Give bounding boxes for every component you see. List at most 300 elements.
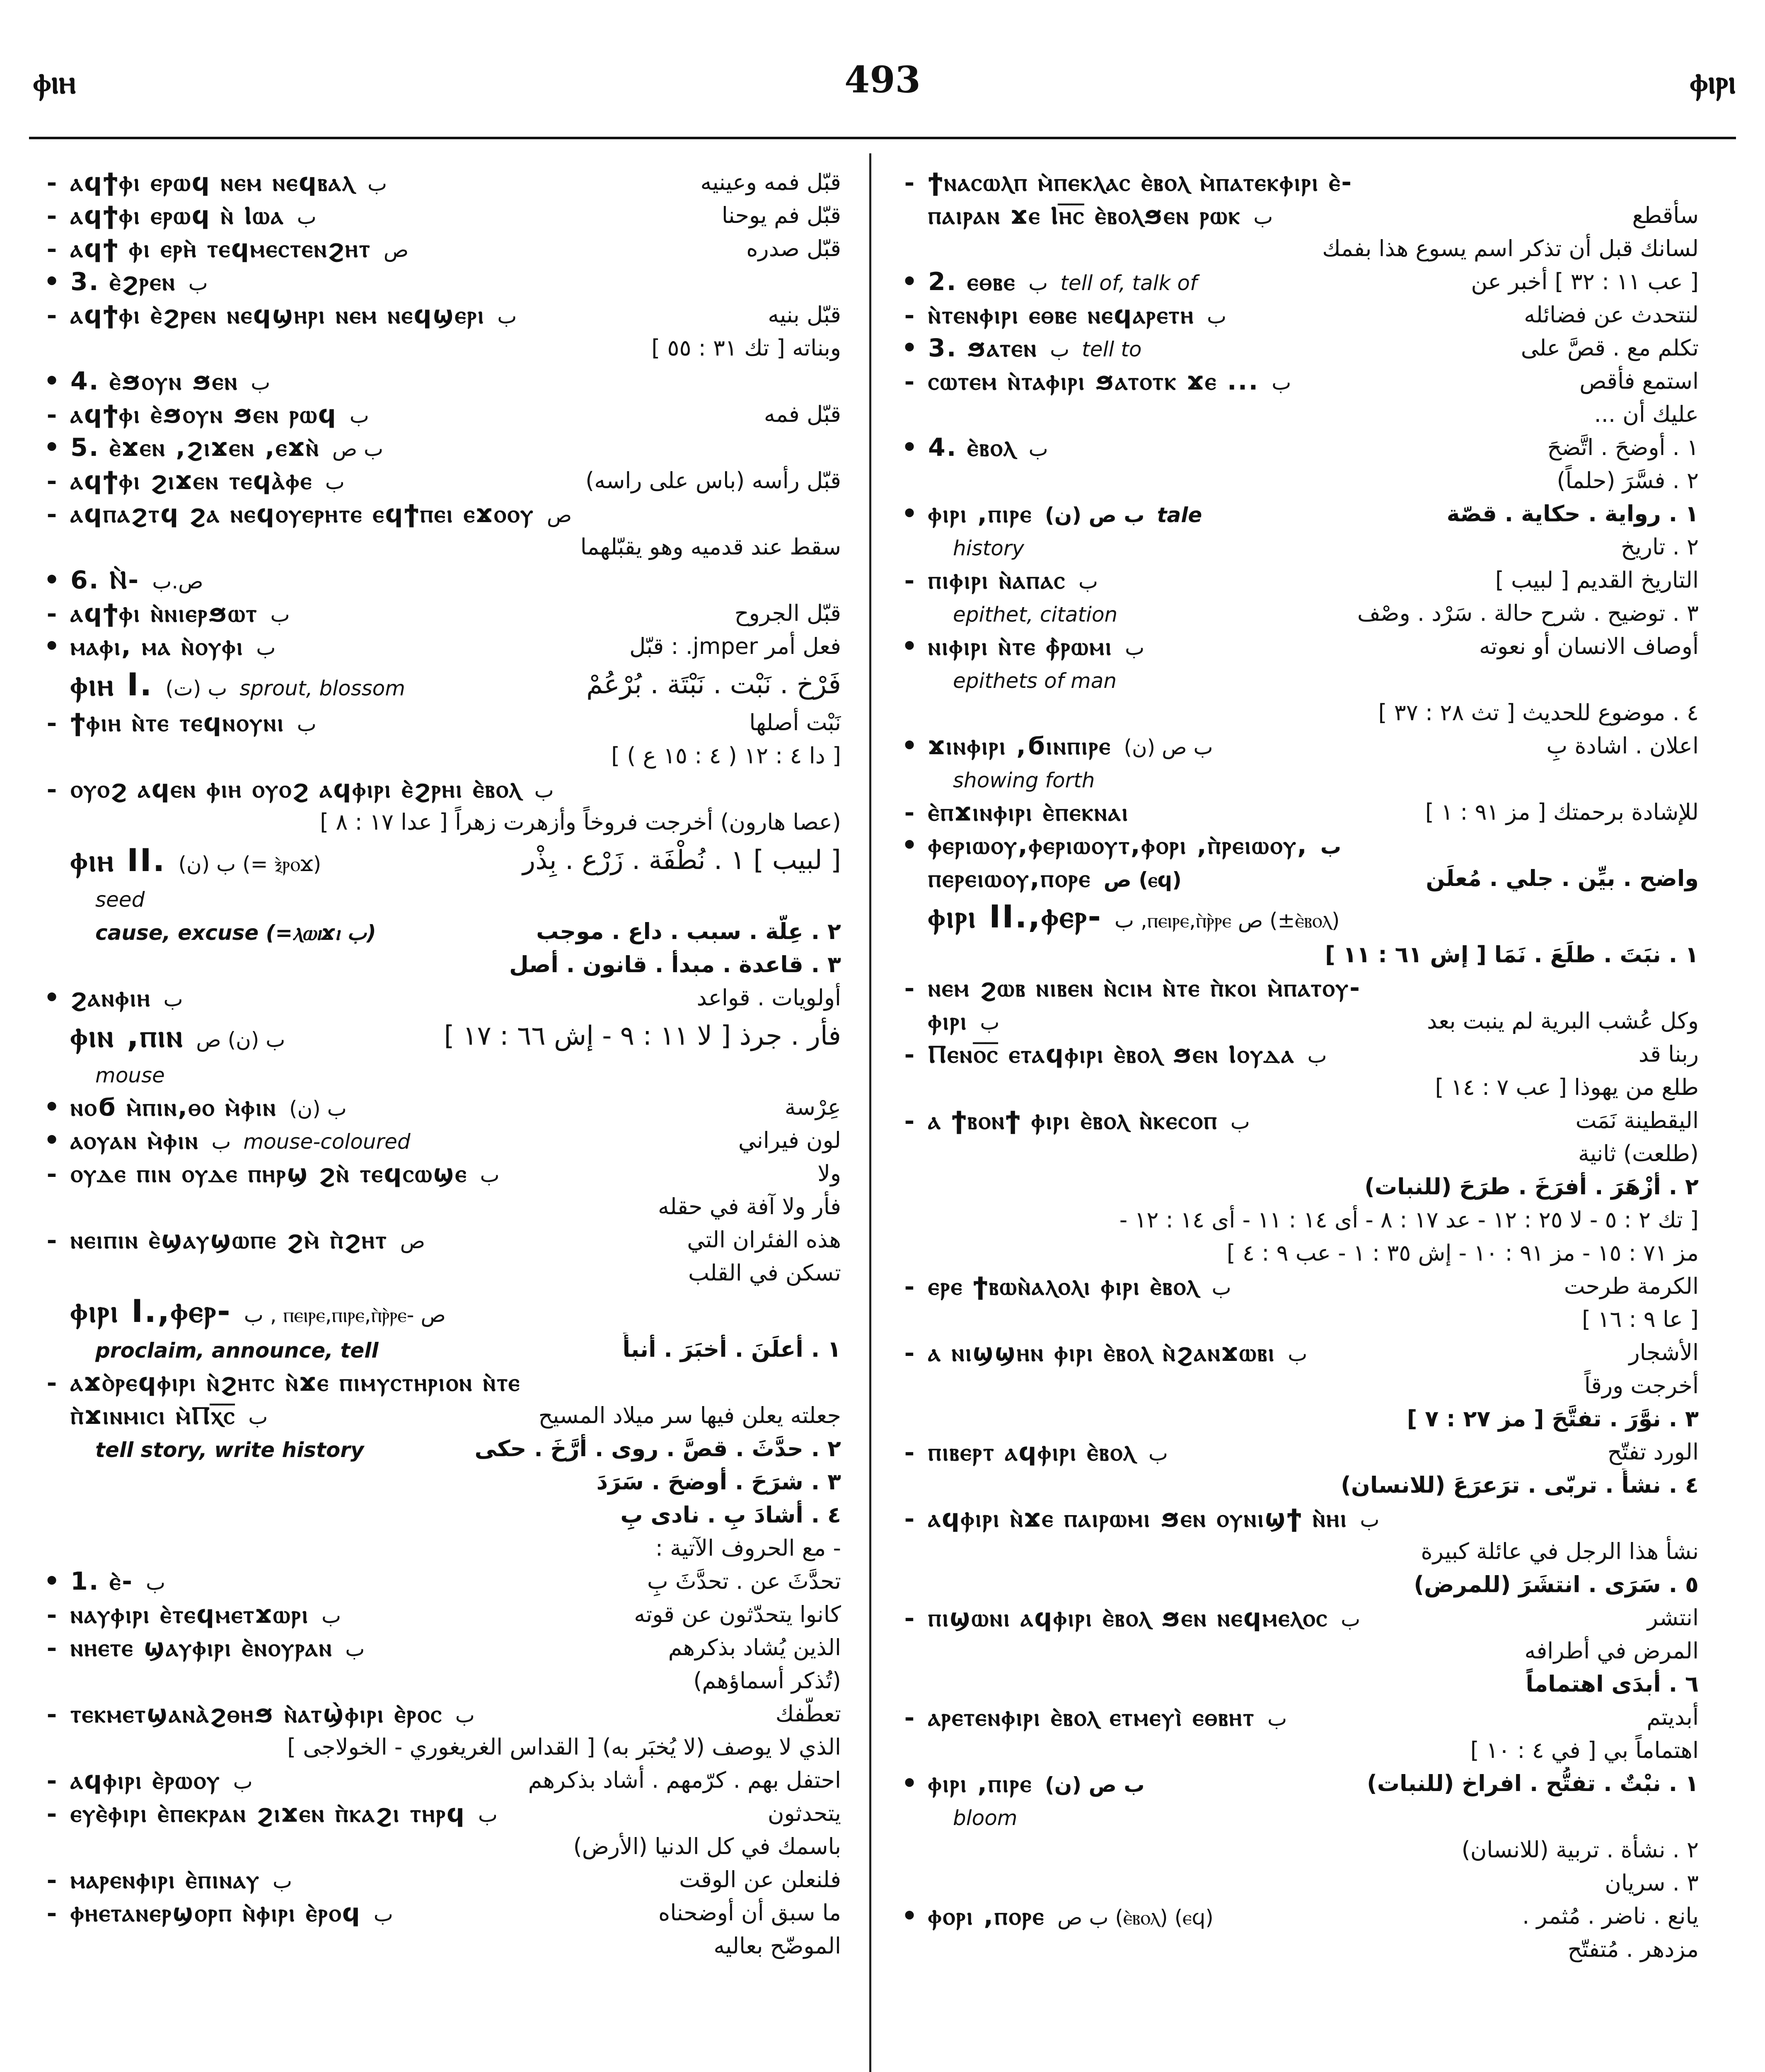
dialect-tag: ب (ن) bbox=[289, 1097, 347, 1121]
entry-line bbox=[33, 630, 841, 663]
arabic-gloss: تحدَّثَ عن . تحدَّثَ بِ bbox=[647, 1568, 841, 1594]
arabic-gloss: ١ . نبَتَ . طلَعَ . نَمَا [ إش ٦١ : ١١ ] bbox=[1325, 942, 1699, 968]
arabic-gloss: ٣ . توضيح . شرح حالة . سَرْد . وصْف bbox=[1357, 600, 1699, 626]
dialect-tag: ب ص bbox=[332, 437, 384, 461]
entry-marker: - bbox=[46, 1600, 57, 1629]
coptic-text: ⲡⲓⲫⲓⲣⲓ ⲛ̀ⲁⲡⲁⲥ bbox=[928, 566, 1066, 595]
entry-marker: - bbox=[46, 1865, 57, 1894]
entry-line bbox=[891, 365, 1699, 398]
coptic-text: Ⲡⲉⲛⲟ̅ⲥ̅ ⲉⲧⲁϥⲫⲓⲣⲓ ⲉ̀ⲃⲟⲗ ϧⲉⲛ Ⲓⲟⲩⲇⲁ bbox=[928, 1040, 1295, 1069]
arabic-gloss: ٢ . تاريخ bbox=[1621, 534, 1699, 560]
entry-marker: • bbox=[901, 267, 918, 296]
arabic-gloss: (طلعت) ثانية bbox=[1578, 1140, 1699, 1167]
dialect-tag: ب bbox=[297, 205, 317, 229]
dialect-tag: ص bbox=[400, 1229, 426, 1253]
entry-line bbox=[33, 1598, 841, 1631]
coptic-text: ⲛⲟϭ ⲙ̀ⲡⲓⲛ,ⲑⲟ ⲙ̀ⲫⲓⲛ bbox=[70, 1093, 277, 1122]
arabic-gloss: نَبْت أصلها bbox=[749, 709, 841, 736]
entry-line bbox=[891, 1336, 1699, 1369]
arabic-gloss: اليقطينة نَمَت bbox=[1575, 1107, 1699, 1133]
entry-line bbox=[33, 1157, 841, 1190]
coptic-text: 1. ⲉ̀- bbox=[70, 1567, 133, 1596]
dialect-tag: ب bbox=[1050, 337, 1070, 361]
entry-marker: - bbox=[46, 599, 57, 628]
entry-line bbox=[891, 762, 1699, 796]
arabic-gloss: [ تك ٢ : ٥ - لا ٢٥ : ١٢ - عد ١٧ : ٨ - أى ١٤ : ١١ - أى ١٤ : ١٢ - bbox=[1119, 1207, 1699, 1233]
entry-marker: - bbox=[904, 1603, 915, 1632]
coptic-text: 3. ⲉ̀ϩⲣⲉⲛ bbox=[70, 267, 176, 296]
english-gloss: mouse bbox=[95, 1063, 165, 1087]
arabic-gloss: للإشادة برحمتك [ مز ٩١ : ١ ] bbox=[1425, 799, 1699, 825]
column-divider bbox=[869, 153, 871, 2072]
coptic-text: ⲫⲓⲣⲓ ,ⲡⲓⲣⲉ bbox=[928, 1769, 1032, 1798]
dialect-tag: ب bbox=[256, 636, 276, 660]
arabic-gloss: الذي لا يوصف (لا يُخبَر به) [ القداس الغريغوري - الخولاجى ] bbox=[287, 1734, 841, 1760]
english-gloss: epithets of man bbox=[953, 669, 1117, 693]
english-gloss: bloom bbox=[953, 1806, 1018, 1830]
arabic-gloss: قبّل فمه وعينيه bbox=[700, 169, 841, 195]
running-head-right: ⲫⲓⲣⲓ bbox=[1690, 62, 1736, 101]
entry-line bbox=[891, 530, 1699, 564]
arabic-gloss: ٢ . عِلَّة . سبب . داع . موجب bbox=[536, 918, 841, 944]
arabic-gloss: قبّل فم يوحنا bbox=[721, 202, 841, 228]
arabic-gloss: جعلته يعلن فيها سر ميلاد المسيح bbox=[538, 1402, 841, 1428]
coptic-text: ⲁϥϯⲫⲓ ⲉⲣⲱϥ ⲛⲉⲙ ⲛⲉϥⲃⲁⲗ bbox=[70, 168, 355, 197]
dialect-tag: ب bbox=[163, 987, 183, 1011]
coptic-text: ⲁⲟⲩⲁⲛ ⲙ̀ⲫⲓⲛ bbox=[70, 1126, 199, 1155]
entry-line bbox=[33, 915, 841, 948]
coptic-text: ⲉⲩⲉ̀ⲫⲓⲣⲓ ⲉ̀ⲡⲉⲕⲣⲁⲛ ϩⲓϫⲉⲛ ⲡ̀ⲕⲁϩⲓ ⲧⲏⲣϥ bbox=[70, 1799, 466, 1828]
dialect-tag: ب (ن) (= ⲝ̀ⲣⲟϫ) bbox=[178, 852, 322, 876]
dialect-tag: ب bbox=[233, 1769, 253, 1794]
entry-line bbox=[891, 1303, 1699, 1336]
dialect-tag: ص.ب bbox=[152, 569, 203, 593]
arabic-gloss: باسمك في كل الدنيا (الأرض) bbox=[573, 1833, 841, 1859]
entry-line bbox=[891, 497, 1699, 530]
dialect-tag: ب bbox=[188, 271, 208, 295]
arabic-gloss: أوصاف الانسان أو نعوته bbox=[1479, 633, 1699, 659]
dialect-tag: ب bbox=[367, 172, 387, 196]
coptic-text: ⲫⲓⲣⲓ II.,ⲫⲉⲣ- bbox=[928, 898, 1102, 935]
dialect-tag: ب , ⲡⲉⲓⲣⲉ,ⲡⲓⲣⲉ,ⲡ̀ⲣ̀ⲣⲉ- ص bbox=[244, 1303, 446, 1327]
entry-line bbox=[33, 1290, 841, 1333]
dialect-tag: ب ص (ن) bbox=[1044, 503, 1145, 527]
entry-line bbox=[891, 232, 1699, 265]
dialect-tag: ب bbox=[1125, 636, 1145, 660]
arabic-gloss: [ عا ٩ : ١٦ ] bbox=[1582, 1306, 1699, 1332]
coptic-text: ⲡⲓⲃⲉⲣⲧ ⲁϥⲫⲓⲣⲓ ⲉ̀ⲃⲟⲗ bbox=[928, 1438, 1136, 1467]
coptic-text: ⲟⲩⲇⲉ ⲡⲓⲛ ⲟⲩⲇⲉ ⲡⲏⲣϣ ϩⲛ̀ ⲧⲉϥⲥⲱϣⲉ bbox=[70, 1159, 468, 1188]
entry-marker: • bbox=[44, 566, 60, 595]
arabic-gloss: فأر . جرذ [ لا ١١ : ٩ - إش ٦٦ : ١٧ ] bbox=[444, 1021, 841, 1051]
english-gloss: mouse-coloured bbox=[243, 1130, 411, 1154]
arabic-gloss: سأقطع bbox=[1632, 202, 1699, 228]
entry-line bbox=[891, 166, 1699, 199]
coptic-text: ⲙⲁⲫⲓ, ⲙⲁ ⲛ̀ⲟⲩⲫⲓ bbox=[70, 632, 244, 661]
entry-marker: - bbox=[46, 1699, 57, 1728]
entry-line bbox=[33, 464, 841, 497]
arabic-gloss: (عصا هارون) أخرجت فروخاً وأزهرت زهراً [ عدا ١٧ : ٨ ] bbox=[320, 809, 841, 835]
arabic-gloss: فأر ولا آفة في حقله bbox=[658, 1193, 841, 1220]
arabic-gloss: ما سبق أن أوضحناه bbox=[658, 1900, 841, 1926]
arabic-gloss: انتشر bbox=[1647, 1605, 1699, 1631]
coptic-text: ⲥⲱⲧⲉⲙ ⲛ̀ⲧⲁⲫⲓⲣⲓ ϧⲁⲧⲟⲧⲕ ϫⲉ ... bbox=[928, 367, 1260, 396]
arabic-gloss: وكل عُشب البرية لم ينبت بعد bbox=[1427, 1008, 1699, 1034]
arabic-gloss: اعلان . اشادة بِ bbox=[1546, 733, 1699, 759]
dialect-tag: ص (ⲉϥ) bbox=[1103, 868, 1182, 892]
arabic-gloss: احتفل بهم . كرّمهم . أشاد بذكرهم bbox=[528, 1767, 841, 1793]
arabic-gloss: ١ . أعلَنَ . أخبَرَ . أنبأَ bbox=[622, 1336, 841, 1362]
arabic-gloss: قبّل فمه bbox=[764, 401, 841, 427]
english-gloss: tell of, talk of bbox=[1060, 271, 1197, 295]
entry-marker: - bbox=[46, 1799, 57, 1828]
arabic-gloss: نشأ هذا الرجل في عائلة كبيرة bbox=[1421, 1538, 1699, 1564]
arabic-gloss: ١ . أوضحَ . اتَّضحَ bbox=[1547, 434, 1699, 460]
arabic-gloss: الكرمة طرحت bbox=[1564, 1273, 1699, 1299]
entry-line bbox=[33, 1190, 841, 1223]
entry-line bbox=[891, 1535, 1699, 1568]
entry-line bbox=[33, 882, 841, 915]
coptic-text: ⲁϥⲫⲓⲣⲓ ⲉ̀ⲣⲱⲟⲩ bbox=[70, 1766, 221, 1795]
english-gloss: seed bbox=[95, 888, 145, 912]
arabic-gloss: مزدهر . مُتفتّح bbox=[1567, 1936, 1699, 1962]
entry-line bbox=[891, 1270, 1699, 1303]
entry-line bbox=[891, 729, 1699, 762]
entry-marker: - bbox=[46, 1898, 57, 1927]
entry-line bbox=[891, 265, 1699, 298]
arabic-gloss: أبديتم bbox=[1647, 1704, 1699, 1730]
coptic-text: ⲁϥϯⲫⲓ ⲉ̀ϩⲣⲉⲛ ⲛⲉϥϣⲏⲣⲓ ⲛⲉⲙ ⲛⲉϥϣⲉⲣⲓ bbox=[70, 300, 485, 329]
dialect-tag: ب bbox=[345, 1637, 365, 1661]
entry-line bbox=[891, 938, 1699, 971]
dialect-tag: ب bbox=[1272, 370, 1291, 395]
dialect-tag: ب bbox=[1148, 1441, 1168, 1465]
entry-marker: - bbox=[904, 1703, 915, 1732]
arabic-gloss: يتحدثون bbox=[767, 1800, 841, 1826]
entry-line bbox=[891, 1601, 1699, 1634]
entry-marker: - bbox=[46, 1368, 57, 1397]
entry-line bbox=[891, 1203, 1699, 1237]
coptic-text: ⲁϥϯ ⲫⲓ ⲉⲣⲏ̀ ⲧⲉϥⲙⲉⲥⲧⲉⲛϩⲏⲧ bbox=[70, 234, 371, 263]
entry-line bbox=[33, 530, 841, 564]
entry-line bbox=[891, 1568, 1699, 1601]
entry-line bbox=[33, 1498, 841, 1532]
entry-marker: - bbox=[46, 1159, 57, 1188]
entry-line bbox=[891, 663, 1699, 696]
entry-line bbox=[33, 1399, 841, 1432]
entry-line bbox=[891, 1402, 1699, 1435]
dialect-tag: ب bbox=[321, 1604, 341, 1628]
dialect-tag: ب bbox=[248, 1405, 268, 1429]
entry-line bbox=[33, 564, 841, 597]
entry-line bbox=[891, 597, 1699, 630]
entry-line bbox=[33, 1731, 841, 1764]
dialect-tag: ب ص (ⲉ̀ⲃⲟⲗ) (ⲉϥ) bbox=[1057, 1905, 1214, 1929]
entry-marker: - bbox=[904, 1106, 915, 1135]
entry-line bbox=[33, 199, 841, 232]
dialect-tag: ب bbox=[1207, 304, 1227, 328]
entry-line bbox=[33, 1465, 841, 1498]
coptic-text: ⲫⲓⲛ ,ⲡⲓⲛ bbox=[70, 1017, 184, 1054]
entry-marker: • bbox=[901, 334, 918, 363]
coptic-text: ⲛⲉⲙ ϩⲱⲃ ⲛⲓⲃⲉⲛ ⲛ̀ⲥⲓⲙ ⲛ̀ⲧⲉ ⲡ̀ⲕⲟⲓ ⲙ̀ⲡⲁⲧⲟⲩ- bbox=[928, 973, 1361, 1002]
entry-line bbox=[33, 1697, 841, 1731]
entry-line bbox=[33, 166, 841, 199]
entry-line bbox=[891, 971, 1699, 1005]
entry-line bbox=[891, 298, 1699, 332]
coptic-text: 5. ⲉ̀ϫⲉⲛ ,ϩⲓϫⲉⲛ ,ⲉϫⲛ̀ bbox=[70, 433, 320, 462]
arabic-gloss: تكلم مع . قصَّ على bbox=[1521, 335, 1699, 361]
entry-line bbox=[891, 1369, 1699, 1402]
arabic-gloss: عِرْسة bbox=[784, 1094, 841, 1120]
coptic-text: ⲫⲟⲣⲓ ,ⲡⲟⲣⲉ bbox=[928, 1902, 1045, 1931]
arabic-gloss: ٤ . موضوع للحديث [ تث ٢٨ : ٣٧ ] bbox=[1378, 700, 1699, 726]
arabic-gloss: طلع من يهوذا [ عب ٧ : ١٤ ] bbox=[1435, 1074, 1699, 1100]
dialect-tag: ب bbox=[145, 1571, 166, 1595]
arabic-gloss: ربنا قد bbox=[1638, 1041, 1699, 1067]
coptic-text: 4. ⲉ̀ϧⲟⲩⲛ ϧⲉⲛ bbox=[70, 367, 239, 396]
coptic-text: 4. ⲉ̀ⲃⲟⲗ bbox=[928, 433, 1016, 462]
arabic-gloss: قبّل رأسه (باس على راسه) bbox=[585, 467, 841, 494]
dialect-tag: ب bbox=[1267, 1706, 1287, 1731]
entry-line bbox=[891, 1137, 1699, 1170]
coptic-text: ⲛⲁⲩⲫⲓⲣⲓ ⲉ̀ⲧⲉϥⲙⲉⲧϫⲱⲣⲓ bbox=[70, 1600, 309, 1629]
dialect-tag: ب bbox=[1028, 271, 1048, 295]
entry-marker: • bbox=[901, 731, 918, 760]
coptic-text: ⲁϥⲫⲓⲣⲓ ⲛ̀ϫⲉ ⲡⲁⲓⲣⲱⲙⲓ ϧⲉⲛ ⲟⲩⲛⲓϣϯ ⲛ̀ⲏⲓ bbox=[928, 1504, 1348, 1533]
arabic-gloss: ١ . رواية . حكاية . قصّة bbox=[1446, 501, 1699, 527]
entry-line bbox=[33, 1432, 841, 1465]
entry-marker: - bbox=[904, 1438, 915, 1467]
entry-line bbox=[33, 1223, 841, 1256]
entry-line bbox=[33, 1830, 841, 1863]
entry-line bbox=[33, 1764, 841, 1797]
entry-line bbox=[891, 1701, 1699, 1734]
right-column bbox=[891, 166, 1699, 2072]
entry-line bbox=[891, 564, 1699, 597]
entry-line bbox=[33, 739, 841, 772]
arabic-gloss: ٢ . فسَّرَ (حلماً) bbox=[1557, 467, 1699, 494]
entry-line bbox=[891, 829, 1699, 862]
coptic-text: ⲫⲓⲣⲓ ,ⲡⲓⲣⲉ bbox=[928, 499, 1032, 528]
entry-marker: • bbox=[901, 831, 918, 860]
dialect-tag: ب bbox=[1253, 205, 1273, 229]
entry-line bbox=[33, 597, 841, 630]
arabic-gloss: ١ . نبْتٌ . تفتُّح . افراخ (للنبات) bbox=[1367, 1770, 1699, 1796]
entry-line bbox=[33, 948, 841, 981]
entry-marker: - bbox=[904, 300, 915, 329]
entry-marker: • bbox=[44, 1567, 60, 1596]
coptic-text: ⲛ̀ⲧⲉⲛⲫⲓⲣⲓ ⲉⲑⲃⲉ ⲛⲉϥⲁⲣⲉⲧⲏ bbox=[928, 300, 1195, 329]
entry-line bbox=[891, 696, 1699, 729]
coptic-text: ⲫⲓⲏ II. bbox=[70, 842, 166, 879]
dialect-tag: ب bbox=[455, 1703, 475, 1727]
arabic-gloss: ولا bbox=[817, 1160, 841, 1186]
entry-line bbox=[891, 630, 1699, 663]
entry-line bbox=[33, 1091, 841, 1124]
dialect-tag: ب bbox=[349, 404, 369, 428]
arabic-gloss: ٢ . حدَّثَ . قصَّ . روى . أرَّخَ . حكى bbox=[474, 1435, 841, 1462]
dialect-tag: ب bbox=[1341, 1607, 1361, 1631]
coptic-text: ⲁϥⲡⲁϩⲧϥ ϩⲁ ⲛⲉϥⲟⲩⲉⲣⲏⲧⲉ ⲉϥϯⲡⲉⲓ ⲉϫⲟⲟⲩ bbox=[70, 499, 534, 528]
arabic-gloss: الأشجار bbox=[1629, 1339, 1699, 1365]
entry-line bbox=[891, 1866, 1699, 1900]
coptic-text: ⲁⲣⲉⲧⲉⲛⲫⲓⲣⲓ ⲉ̀ⲃⲟⲗ ⲉⲧⲙⲉⲩⲓ̀ ⲉⲑⲃⲏⲧ bbox=[928, 1703, 1255, 1732]
english-gloss: showing forth bbox=[953, 768, 1095, 792]
arabic-gloss: فلنعلن عن الوقت bbox=[679, 1866, 841, 1893]
arabic-gloss: قبّل صدره bbox=[746, 235, 841, 261]
entry-marker: • bbox=[901, 1902, 918, 1931]
entry-marker: • bbox=[901, 1769, 918, 1798]
dialect-tag: ب bbox=[478, 1803, 498, 1827]
entry-line bbox=[33, 1929, 841, 1963]
left-column bbox=[33, 166, 841, 2072]
entry-line bbox=[33, 232, 841, 265]
arabic-gloss: تسكن في القلب bbox=[688, 1260, 841, 1286]
dialect-tag: ب ص (ن) bbox=[1044, 1773, 1145, 1797]
english-gloss: tell to bbox=[1082, 337, 1142, 361]
entry-marker: • bbox=[901, 499, 918, 528]
coptic-text: ⲁϫⲟ̀ⲣⲉϥⲫⲓⲣⲓ ⲛ̀ϩⲏⲧⲥ ⲛ̀ϫⲉ ⲡⲓⲙⲩⲥⲧⲏⲣⲓⲟⲛ ⲛ̀ⲧⲉ bbox=[70, 1368, 521, 1397]
coptic-text: ⲡ̀ϫⲓⲛⲙⲓⲥⲓ ⲙ̀Ⲡⲭ̅ⲥ̅ bbox=[70, 1401, 236, 1430]
coptic-text: ⲡⲓϣⲱⲛⲓ ⲁϥⲫⲓⲣⲓ ⲉ̀ⲃⲟⲗ ϧⲉⲛ ⲛⲉϥⲙⲉⲗⲟⲥ bbox=[928, 1603, 1329, 1632]
dialect-tag: ب bbox=[1320, 835, 1342, 859]
entry-line bbox=[891, 1071, 1699, 1104]
entry-marker: • bbox=[44, 367, 60, 396]
dialect-tag: ب bbox=[270, 603, 290, 627]
entry-line bbox=[33, 1631, 841, 1664]
entry-marker: - bbox=[904, 1272, 915, 1301]
coptic-text: ⲁϥϯⲫⲓ ⲉⲣⲱϥ ⲛ̀ Ⲓⲱⲁ bbox=[70, 201, 285, 230]
entry-marker: - bbox=[904, 566, 915, 595]
arabic-gloss: مز ٧١ : ١٥ - مز ٩١ : ١٠ - إش ٣٥ : ١ - عب ٩ : ٤ ] bbox=[1226, 1240, 1699, 1266]
arabic-gloss: اهتماماً بي [ في ٤ : ١٠ ] bbox=[1470, 1737, 1699, 1763]
entry-line bbox=[33, 1256, 841, 1290]
entry-line bbox=[33, 772, 841, 806]
english-gloss: history bbox=[953, 536, 1024, 560]
entry-marker: • bbox=[44, 632, 60, 661]
dialect-tag: ب ,ⲡⲉⲓⲣⲉ,ⲡ̀ⲣ̀ⲣⲉ ص (±ⲉ̀ⲃⲟⲗ) bbox=[1115, 908, 1340, 932]
dialect-tag: ب bbox=[373, 1902, 393, 1926]
entry-line bbox=[891, 1104, 1699, 1137]
arabic-gloss: ٢ . نشأة . تربية (للانسان) bbox=[1461, 1837, 1699, 1863]
entry-line bbox=[33, 1863, 841, 1896]
coptic-text: ⲫⲏⲉⲧⲁⲛⲉⲣϣⲟⲣⲡ ⲛ̀ⲫⲓⲣⲓ ⲉ̀ⲣⲟϥ bbox=[70, 1898, 361, 1927]
arabic-gloss: واضح . بيِّن . جلي . مُعلَن bbox=[1426, 865, 1699, 891]
arabic-gloss: فَرْخ . نَبْت . نَبْتَة . بُرْعُمْ bbox=[586, 669, 841, 700]
entry-line bbox=[33, 839, 841, 882]
entry-line bbox=[891, 1634, 1699, 1668]
entry-line bbox=[33, 1896, 841, 1929]
coptic-text: ⲫⲓⲣⲓ bbox=[928, 1007, 968, 1036]
dialect-tag: ب bbox=[497, 304, 517, 328]
dialect-tag: ب bbox=[1307, 1043, 1327, 1067]
entry-line bbox=[891, 398, 1699, 431]
header-rule bbox=[29, 137, 1736, 139]
entry-marker: - bbox=[904, 1338, 915, 1367]
entry-marker: - bbox=[46, 400, 57, 429]
coptic-text: ⲉⲣⲉ ϯⲃⲱⲛ̀ⲁⲗⲟⲗⲓ ⲫⲓⲣⲓ ⲉ̀ⲃⲟⲗ bbox=[928, 1272, 1199, 1301]
entry-marker: - bbox=[46, 499, 57, 528]
arabic-gloss: [ دا ٤ : ١٢ ( ٤ : ١٥ ع ) ] bbox=[611, 743, 841, 769]
dialect-tag: ب bbox=[1078, 569, 1098, 593]
entry-marker: - bbox=[46, 168, 57, 197]
coptic-text: ⲛⲓⲫⲓⲣⲓ ⲛ̀ⲧⲉ ⲫ̀ⲣⲱⲙⲓ bbox=[928, 632, 1113, 661]
arabic-gloss: لنتحدث عن فضائله bbox=[1524, 302, 1699, 328]
entry-line bbox=[891, 1435, 1699, 1469]
entry-line bbox=[891, 431, 1699, 464]
arabic-gloss: هذه الفئران التي bbox=[687, 1227, 841, 1253]
arabic-gloss: قبّل بنيه bbox=[768, 302, 841, 328]
coptic-text: ⲫⲓⲏ I. bbox=[70, 666, 153, 703]
english-gloss: proclaim, announce, tell bbox=[95, 1339, 379, 1363]
arabic-gloss: ٢ . أزْهَرَ . أفرَخَ . طرَحَ (للنبات) bbox=[1364, 1174, 1699, 1200]
entry-line bbox=[891, 199, 1699, 232]
coptic-text: 3. ϧⲁⲧⲉⲛ bbox=[928, 334, 1038, 363]
entry-line bbox=[891, 895, 1699, 938]
coptic-text: ⲛⲉⲓⲡⲓⲛ ⲉ̀ϣⲁⲩϣⲱⲡⲉ ϩⲙ̀ ⲡ̀ϩⲏⲧ bbox=[70, 1225, 388, 1254]
coptic-text: ⲟⲩⲟϩ ⲁϥⲉⲛ ⲫⲓⲏ ⲟⲩⲟϩ ⲁϥⲫⲓⲣⲓ ⲉ̀ϩⲣⲏⲓ ⲉ̀ⲃⲟⲗ bbox=[70, 775, 522, 804]
english-gloss: tale bbox=[1157, 503, 1202, 527]
page-number: 493 bbox=[844, 58, 921, 101]
coptic-text: ⲧⲉⲕⲙⲉⲧϣⲁⲛⲁ̀ϩⲑⲏϧ ⲛ̀ⲁⲧϣ̀ⲫⲓⲣⲓ ⲉ̀ⲣⲟⲥ bbox=[70, 1699, 443, 1728]
entry-line bbox=[891, 1469, 1699, 1502]
dialect-tag: ب bbox=[1211, 1276, 1231, 1300]
entry-line bbox=[891, 464, 1699, 497]
entry-marker: - bbox=[46, 1633, 57, 1662]
entry-line bbox=[891, 332, 1699, 365]
english-gloss: cause, excuse (=ⲗⲱⲓϫⲓ ب) bbox=[95, 921, 376, 945]
english-gloss: sprout, blossom bbox=[239, 676, 405, 700]
entry-marker: - bbox=[46, 708, 57, 737]
dialect-tag: ب bbox=[251, 370, 271, 395]
entry-marker: • bbox=[901, 632, 918, 661]
running-head-left: ⲫⲓⲏ bbox=[33, 62, 76, 101]
arabic-gloss: ٥ . سَرَى . انتشَرَ (للمرض) bbox=[1414, 1571, 1699, 1598]
coptic-text: ⲁ ⲛⲓϣϣⲏⲛ ⲫⲓⲣⲓ ⲉ̀ⲃⲟⲗ ⲛ̀ϩⲁⲛϫⲱⲃⲓ bbox=[928, 1338, 1276, 1367]
entry-line bbox=[33, 981, 841, 1014]
arabic-gloss: سقط عند قدميه وهو يقبّلهما bbox=[580, 534, 841, 560]
entry-line bbox=[33, 806, 841, 839]
arabic-gloss: ٣ . سريان bbox=[1605, 1870, 1699, 1896]
arabic-gloss: يانع . ناضر . مُثمر . bbox=[1522, 1903, 1699, 1929]
entry-line bbox=[33, 1664, 841, 1697]
entry-line bbox=[33, 398, 841, 431]
dialect-tag: ب (ن) ص bbox=[196, 1028, 285, 1052]
entry-line bbox=[891, 1668, 1699, 1701]
dialect-tag: ص bbox=[383, 238, 409, 262]
arabic-gloss: ٣ . نوَّرَ . تفتَّحَ [ مز ٢٧ : ٧ ] bbox=[1407, 1406, 1699, 1432]
arabic-gloss: (تُذكر أسماؤهم) bbox=[693, 1668, 841, 1694]
entry-line bbox=[33, 1333, 841, 1366]
entry-line bbox=[891, 862, 1699, 895]
entry-line bbox=[891, 1005, 1699, 1038]
arabic-gloss: المرض في أطرافه bbox=[1524, 1638, 1699, 1664]
arabic-gloss: [ لبيب ] ١ . نُطْفَة . زَرْع . بِذْر bbox=[522, 845, 841, 876]
dialect-tag: ب bbox=[534, 778, 554, 802]
arabic-gloss: [ عب ١١ : ٣٢ ] أخبر عن bbox=[1471, 269, 1699, 295]
entry-line bbox=[33, 1124, 841, 1157]
coptic-text: ⲫⲉⲣⲓⲱⲟⲩ,ⲫⲉⲣⲓⲱⲟⲩⲧ,ⲫⲟⲣⲓ ,ⲡ̀ⲣⲉⲓⲱⲟⲩ, bbox=[928, 831, 1308, 860]
entry-marker: - bbox=[46, 1766, 57, 1795]
entry-line bbox=[891, 1237, 1699, 1270]
coptic-text: 2. ⲉⲑⲃⲉ bbox=[928, 267, 1016, 296]
entry-marker: - bbox=[46, 775, 57, 804]
entry-marker: - bbox=[904, 168, 915, 197]
entry-line bbox=[33, 663, 841, 706]
arabic-gloss: فعل أمر jmper. : قبّل bbox=[629, 633, 841, 659]
entry-line bbox=[33, 497, 841, 530]
